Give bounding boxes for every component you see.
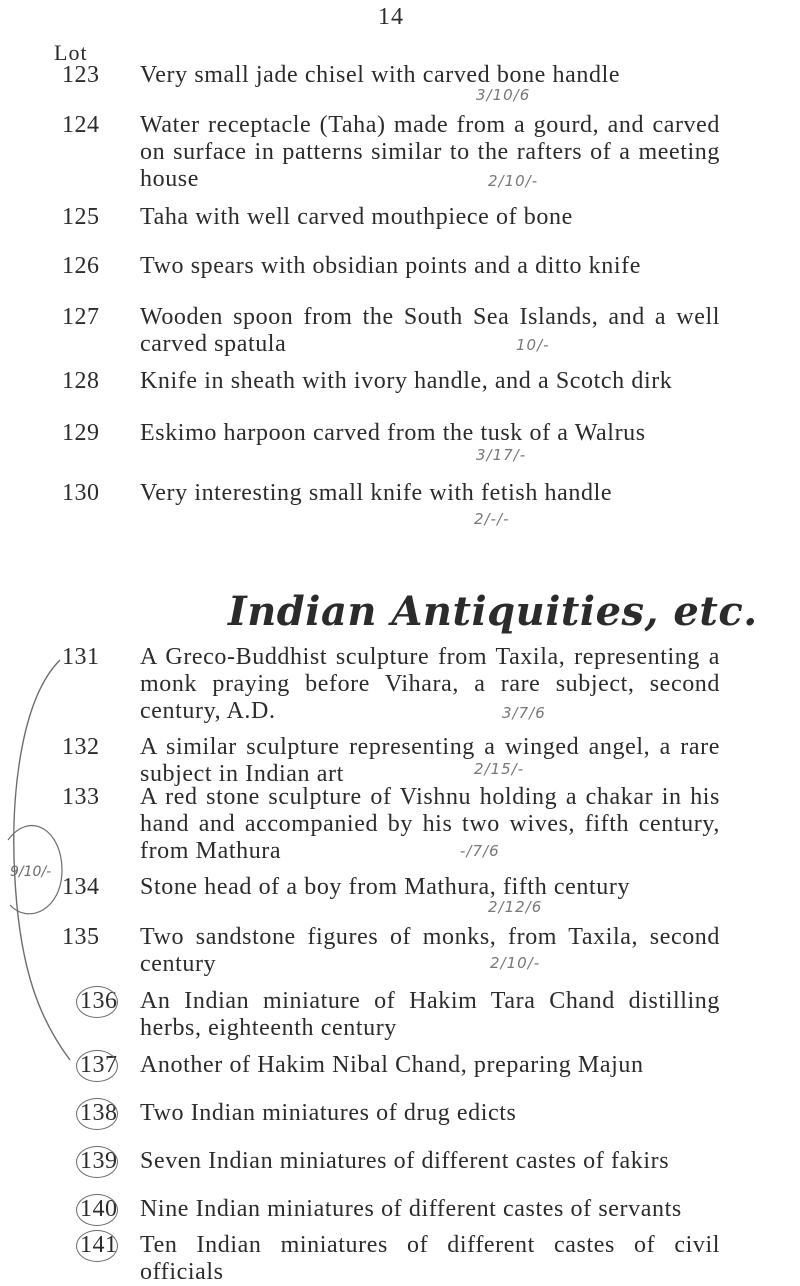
price-note: 10/-	[516, 336, 550, 354]
lot-description: A red stone sculpture of Vishnu holding a chakar in his hand and accompanied by his two wives, fifth century, from Mathura	[140, 784, 720, 864]
price-note: 3/17/-	[476, 446, 527, 464]
price-note: 3/7/6	[502, 704, 546, 722]
pencil-circle	[76, 1146, 118, 1178]
lot-number-text: 139	[80, 1148, 118, 1174]
lot-number	[80, 1100, 118, 1130]
pencil-circle	[76, 1194, 118, 1226]
lot-number: 128	[62, 368, 100, 394]
lot-number-text: 140	[80, 1196, 118, 1222]
lot-number-text: 136	[80, 988, 118, 1014]
lot-number: 133	[62, 784, 100, 810]
lot-description: Another of Hakim Nibal Chand, preparing Majun	[140, 1052, 644, 1078]
lot-number	[80, 1232, 118, 1262]
lot-number: 127	[62, 304, 100, 330]
lot-description: Very interesting small knife with fetish handle	[140, 480, 613, 506]
lot-description: A Greco-Buddhist sculpture from Taxila, representing a monk praying before Vihara, a rare subject, second century, A.D.	[140, 644, 720, 724]
lot-number: 130	[62, 480, 100, 506]
lot-description: Two spears with obsidian points and a ditto knife	[140, 253, 641, 279]
lot-number	[80, 1196, 118, 1226]
lot-description: Stone head of a boy from Mathura, fifth century	[140, 874, 631, 900]
lot-description: Water receptacle (Taha) made from a gourd, and carved on surface in patterns similar to the rafters of a meeting house	[140, 112, 720, 192]
lot-number: 126	[62, 253, 100, 279]
lot-number: 125	[62, 204, 100, 230]
lot-number	[80, 1148, 118, 1178]
lot-description: A similar sculpture representing a winged angel, a rare subject in Indian art	[140, 734, 720, 787]
lot-description: Ten Indian miniatures of different castes of civil officials	[140, 1232, 720, 1285]
lot-description: Nine Indian miniatures of different castes of servants	[140, 1196, 682, 1222]
lot-description: Wooden spoon from the South Sea Islands, and a well carved spatula	[140, 304, 720, 357]
price-note: 2/10/-	[488, 172, 539, 190]
lot-number: 134	[62, 874, 100, 900]
lot-description: Eskimo harpoon carved from the tusk of a Walrus	[140, 420, 646, 446]
lot-description: Two sandstone figures of monks, from Taxila, second century	[140, 924, 720, 977]
lot-number-text: 141	[80, 1232, 118, 1258]
price-note: 2/15/-	[474, 760, 525, 778]
price-note: 2/10/-	[490, 954, 541, 972]
lot-description: Seven Indian miniatures of different castes of fakirs	[140, 1148, 670, 1174]
lot-number-text: 138	[80, 1100, 118, 1126]
pencil-circle	[76, 1230, 118, 1262]
lot-number: 123	[62, 62, 100, 88]
lot-column-header: Lot	[54, 40, 88, 65]
lot-description: Taha with well carved mouthpiece of bone	[140, 204, 573, 230]
lot-description: Two Indian miniatures of drug edicts	[140, 1100, 517, 1126]
lot-number-text: 137	[80, 1052, 118, 1078]
price-note: -/7/6	[460, 842, 500, 860]
section-heading: Indian Antiquities, etc.	[228, 588, 758, 635]
pencil-circle	[76, 1098, 118, 1130]
pencil-margin-bracket	[0, 640, 130, 1080]
price-note: 3/10/6	[476, 86, 531, 104]
lot-number: 124	[62, 112, 100, 138]
lot-number: 132	[62, 734, 100, 760]
margin-price-note: 9/10/-	[10, 864, 52, 880]
lot-description: An Indian miniature of Hakim Tara Chand distilling herbs, eighteenth century	[140, 988, 720, 1041]
lot-number: 129	[62, 420, 100, 446]
page-number: 14	[378, 4, 404, 30]
lot-number: 131	[62, 644, 100, 670]
lot-number: 135	[62, 924, 100, 950]
lot-description: Very small jade chisel with carved bone handle	[140, 62, 621, 88]
price-note: 2/12/6	[488, 898, 543, 916]
lot-description: Knife in sheath with ivory handle, and a Scotch dirk	[140, 368, 673, 394]
price-note: 2/-/-	[474, 510, 510, 528]
